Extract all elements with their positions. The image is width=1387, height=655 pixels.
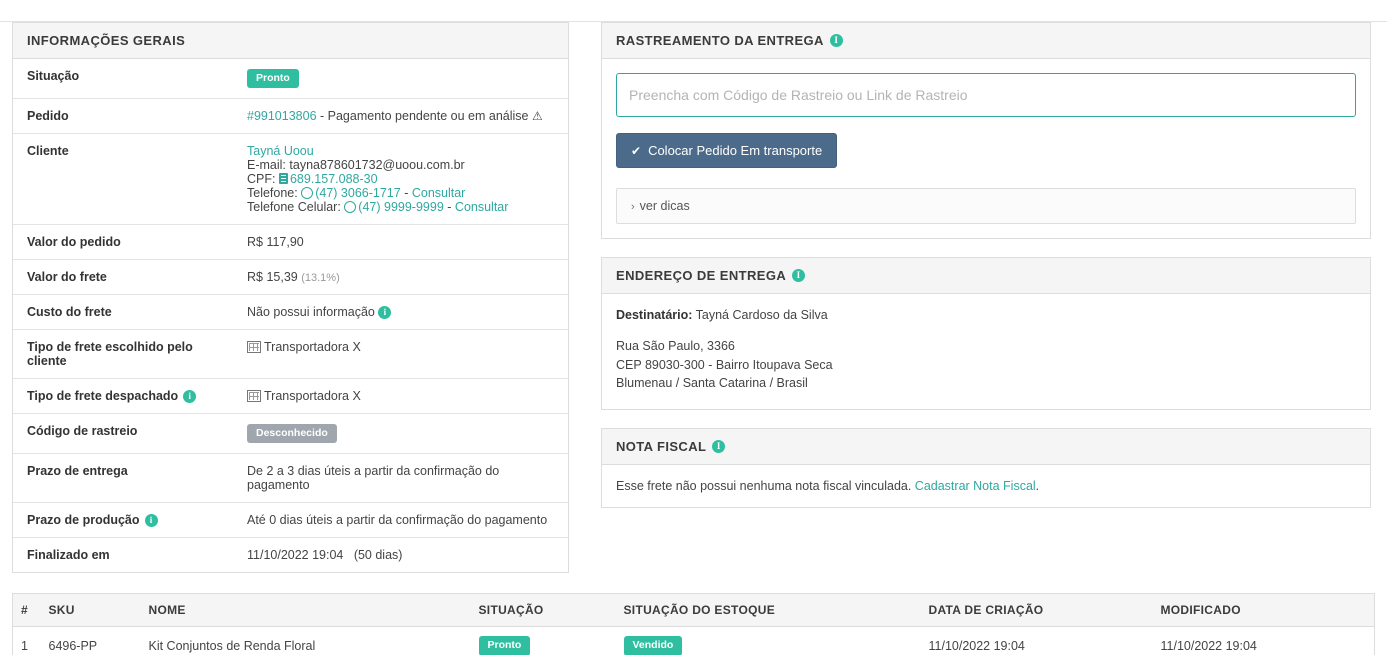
table-row <box>13 414 568 454</box>
cell-sku: 6496-PP <box>41 627 141 655</box>
row-value-pedido <box>235 99 568 134</box>
invoice-title: NOTA FISCAL <box>616 439 707 454</box>
top-bar <box>0 0 1387 22</box>
items-header-row <box>13 594 1375 627</box>
row-value-valor-pedido: R$ 117,90 <box>247 235 304 250</box>
general-info-title: INFORMAÇÕES GERAIS <box>13 23 568 59</box>
chevron-right-icon: › <box>631 201 635 213</box>
freight-cost-text: Não possui informação <box>247 305 375 320</box>
row-value-cliente: Tayná Uoou E-mail: tayna878601732@uoou.com.br CPF: 689.157.088-30 Telefone: (47) 3066-1717 - Consultar Telefone Celular: (47) 9999-9999 - Consultar <box>247 144 509 215</box>
row-label-prazo-producao <box>13 503 235 538</box>
customer-phone[interactable]: (47) 3066-1717 <box>315 186 401 201</box>
tracking-code-input[interactable] <box>616 73 1356 117</box>
row-label-tipo-frete-cliente: Tipo de frete escolhido pelo cliente <box>13 330 235 379</box>
row-label-text: Prazo de produção <box>27 513 140 528</box>
whatsapp-icon[interactable] <box>344 201 356 213</box>
customer-email: tayna878601732@uoou.com.br <box>289 158 465 173</box>
info-icon[interactable]: i <box>145 514 158 527</box>
invoice-body <box>602 465 1370 507</box>
cell-criacao: 11/10/2022 19:04 <box>921 627 1153 655</box>
address-line-2: CEP 89030-300 - Bairro Itoupava Seca <box>616 357 833 372</box>
row-label-text: Tipo de frete despachado <box>27 389 179 404</box>
address-recipient-name: Tayná Cardoso da Silva <box>695 308 828 322</box>
row-label-situacao: Situação <box>13 59 235 99</box>
see-tips-label: ver dicas <box>639 199 690 213</box>
row-value-prazo-producao: Até 0 dias úteis a partir da confirmação do pagamento <box>247 513 548 528</box>
row-label-tipo-frete-despachado <box>13 379 235 414</box>
item-status-badge: Pronto <box>479 636 531 655</box>
row-value-tipo-frete-cliente <box>235 330 568 379</box>
table-row <box>13 134 568 225</box>
table-row <box>13 260 568 295</box>
cell-situacao <box>471 627 616 655</box>
invoice-text-after: . <box>1035 479 1040 493</box>
carrier-icon <box>247 390 261 402</box>
row-value-situacao <box>235 59 568 99</box>
invoice-empty-text: Esse frete não possui nenhuma nota fiscal vinculada. <box>616 479 915 493</box>
customer-phone-consult-link[interactable]: Consultar <box>411 186 466 201</box>
set-in-transport-button[interactable] <box>616 133 837 168</box>
table-row <box>13 99 568 134</box>
general-info-panel <box>12 22 569 573</box>
row-value-valor-frete <box>235 260 568 295</box>
finished-date: 11/10/2022 19:04 <box>247 548 344 563</box>
tracking-title-bar <box>602 23 1370 59</box>
stock-status-badge: Vendido <box>624 636 683 655</box>
table-row <box>13 59 568 99</box>
carrier-name: Transportadora X <box>264 389 361 404</box>
right-column <box>601 22 1371 526</box>
tracking-title: RASTREAMENTO DA ENTREGA <box>616 33 824 48</box>
address-body <box>602 294 1370 409</box>
table-row <box>13 503 568 538</box>
whatsapp-icon[interactable] <box>301 187 313 199</box>
customer-cpf-label: CPF: <box>247 172 276 187</box>
address-line-3: Blumenau / Santa Catarina / Brasil <box>616 376 808 391</box>
customer-mobile-label: Telefone Celular: <box>247 200 341 215</box>
row-label-custo-frete: Custo do frete <box>13 295 235 330</box>
col-header-num: # <box>13 594 41 627</box>
row-value-finalizado-em <box>235 538 568 573</box>
row-value-codigo-rastreio <box>235 414 568 454</box>
cell-estoque <box>616 627 921 655</box>
info-icon[interactable]: I <box>712 440 725 453</box>
col-header-estoque: SITUAÇÃO DO ESTOQUE <box>616 594 921 627</box>
row-label-prazo-entrega: Prazo de entrega <box>13 454 235 503</box>
table-row <box>13 295 568 330</box>
main-columns <box>0 22 1387 591</box>
col-header-sku: SKU <box>41 594 141 627</box>
carrier-name: Transportadora X <box>264 340 361 355</box>
info-icon[interactable]: I <box>792 269 805 282</box>
cell-modificado: 11/10/2022 19:04 <box>1153 627 1375 655</box>
row-value-prazo-entrega: De 2 a 3 dias úteis a partir da confirmação do pagamento <box>247 464 500 493</box>
see-tips-toggle[interactable] <box>616 188 1356 224</box>
address-title: ENDEREÇO DE ENTREGA <box>616 268 787 283</box>
warning-icon: ⚠ <box>531 109 543 124</box>
row-label-cliente: Cliente <box>13 134 235 225</box>
customer-phone-label: Telefone: <box>247 186 298 201</box>
row-label-pedido: Pedido <box>13 99 235 134</box>
status-badge: Pronto <box>247 69 299 88</box>
customer-name-link[interactable]: Tayná Uoou <box>247 144 314 159</box>
row-label-finalizado-em: Finalizado em <box>13 538 235 573</box>
table-row <box>13 627 1375 655</box>
register-invoice-link[interactable]: Cadastrar Nota Fiscal <box>914 479 1036 493</box>
document-icon <box>279 173 288 184</box>
info-icon[interactable]: I <box>830 34 843 47</box>
address-title-bar <box>602 258 1370 294</box>
delivery-address-panel <box>601 257 1371 410</box>
table-row <box>13 225 568 260</box>
invoice-title-bar <box>602 429 1370 465</box>
address-recipient-label: Destinatário: <box>616 308 693 322</box>
col-header-nome: NOME <box>141 594 471 627</box>
customer-email-label: E-mail: <box>247 158 286 173</box>
cell-nome: Kit Conjuntos de Renda Floral <box>141 627 471 655</box>
col-header-criacao: DATA DE CRIAÇÃO <box>921 594 1153 627</box>
freight-value: R$ 15,39 <box>247 270 298 285</box>
cell-num: 1 <box>13 627 41 655</box>
carrier-icon <box>247 341 261 353</box>
set-in-transport-label: Colocar Pedido Em transporte <box>648 143 823 158</box>
row-value-custo-frete <box>235 295 568 330</box>
items-table <box>12 593 1375 655</box>
finished-days: (50 dias) <box>353 548 403 563</box>
row-value-tipo-frete-despachado <box>235 379 568 414</box>
customer-mobile[interactable]: (47) 9999-9999 <box>358 200 444 215</box>
col-header-situacao: SITUAÇÃO <box>471 594 616 627</box>
row-label-codigo-rastreio: Código de rastreio <box>13 414 235 454</box>
tracking-code-badge: Desconhecido <box>247 424 337 443</box>
tracking-panel <box>601 22 1371 239</box>
check-icon: ✔ <box>631 143 642 158</box>
order-link[interactable]: #991013806 <box>247 109 317 124</box>
row-label-valor-pedido: Valor do pedido <box>13 225 235 260</box>
row-label-valor-frete: Valor do frete <box>13 260 235 295</box>
col-header-modificado: MODIFICADO <box>1153 594 1375 627</box>
order-status-text: - Pagamento pendente ou em análise <box>316 109 529 124</box>
general-info-table <box>13 59 568 572</box>
items-table-wrapper <box>0 593 1387 655</box>
info-icon[interactable]: i <box>378 306 391 319</box>
tracking-body <box>602 59 1370 238</box>
left-column <box>12 22 569 591</box>
table-row <box>13 330 568 379</box>
address-line-1: Rua São Paulo, 3366 <box>616 338 735 353</box>
freight-percent: (13.1%) <box>301 272 340 285</box>
customer-mobile-consult-link[interactable]: Consultar <box>454 200 509 215</box>
table-row <box>13 454 568 503</box>
invoice-panel <box>601 428 1371 508</box>
table-row <box>13 538 568 573</box>
info-icon[interactable]: i <box>183 390 196 403</box>
customer-cpf[interactable]: 689.157.088-30 <box>289 172 378 187</box>
table-row <box>13 379 568 414</box>
address-recipient <box>616 306 1356 325</box>
